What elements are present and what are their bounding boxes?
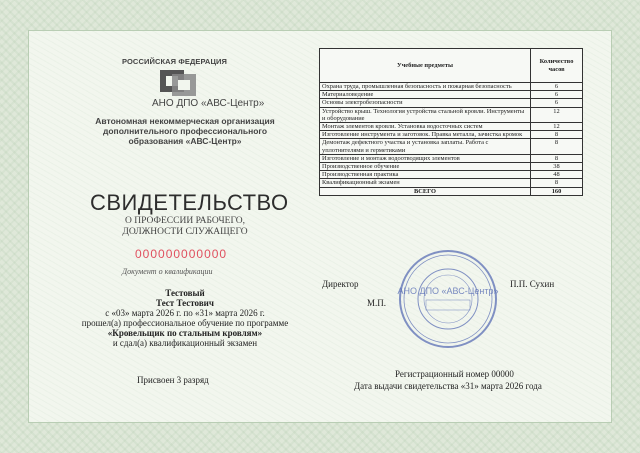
stamp-text: АНО ДПО «АВС-Центр» xyxy=(397,286,499,296)
exam-text: и сдал(а) квалификационный экзамен xyxy=(112,338,258,348)
hours-cell: 8 xyxy=(531,154,583,162)
organization-description: Автономная некоммерческая организация дополнительного профессионального образования «АВС-Центр» xyxy=(95,116,275,146)
seal-place-label: М.П. xyxy=(367,298,387,308)
subject-cell: Монтаж элементов кровли. Установка водосточных систем xyxy=(320,123,531,131)
hours-cell: 8 xyxy=(531,179,583,187)
hours-cell: 12 xyxy=(531,123,583,131)
training-dates: с «03» марта 2026 г. по «31» марта 2026 г. xyxy=(105,308,265,318)
table-row xyxy=(320,123,583,131)
subject-column-header: Учебные предметы xyxy=(320,49,531,83)
table-row xyxy=(320,107,583,122)
document-title: СВИДЕТЕЛЬСТВО xyxy=(90,190,289,215)
total-hours: 160 xyxy=(531,187,583,195)
table-row xyxy=(320,139,583,154)
hours-cell: 8 xyxy=(531,131,583,139)
subjects-table-body xyxy=(320,83,583,196)
hours-cell: 6 xyxy=(531,91,583,99)
table-row xyxy=(320,171,583,179)
rank-assigned: Присвоен 3 разряд xyxy=(137,375,209,385)
program-name: «Кровельщик по стальным кровлям» xyxy=(107,328,263,338)
subject-cell: Основы электробезопасности xyxy=(320,99,531,107)
certificate-number: 000000000000 xyxy=(135,247,228,261)
director-label: Директор xyxy=(322,279,359,289)
hours-cell: 48 xyxy=(531,171,583,179)
table-header-row xyxy=(320,49,583,83)
table-row xyxy=(320,154,583,162)
training-text: прошел(а) профессиональное обучение по программе xyxy=(81,318,289,328)
subject-cell: Изготовление и монтаж водоотводящих элементов xyxy=(320,154,531,162)
official-stamp-icon xyxy=(393,244,503,354)
organization-logo-icon xyxy=(158,68,198,98)
hours-cell: 6 xyxy=(531,83,583,91)
subject-cell: Охрана труда, промышленная безопасность и пожарная безопасность xyxy=(320,83,531,91)
subjects-table xyxy=(319,48,583,196)
hours-cell: 6 xyxy=(531,99,583,107)
holder-block xyxy=(70,288,300,348)
hours-cell: 38 xyxy=(531,163,583,171)
subject-cell: Квалификационный экзамен xyxy=(320,179,531,187)
subject-cell: Производственное обучение xyxy=(320,163,531,171)
total-label: ВСЕГО xyxy=(320,187,531,195)
federation-label: РОССИЙСКАЯ ФЕДЕРАЦИЯ xyxy=(122,57,228,66)
subject-cell: Демонтаж дефектного участка и установка заплаты. Работа с уплотнителями и герметиками xyxy=(320,139,531,154)
hours-column-header: Количество часов xyxy=(531,49,583,83)
registration-number: Регистрационный номер 00000 xyxy=(395,369,514,379)
table-row xyxy=(320,131,583,139)
document-subtitle: О ПРОФЕССИИ РАБОЧЕГО, ДОЛЖНОСТИ СЛУЖАЩЕГО xyxy=(122,216,248,237)
table-row xyxy=(320,91,583,99)
total-row xyxy=(320,187,583,195)
organization-name: АНО ДПО «АВС-Центр» xyxy=(152,98,265,109)
director-name: П.П. Сухин xyxy=(510,279,555,289)
table-row xyxy=(320,83,583,91)
hours-cell: 12 xyxy=(531,107,583,122)
subject-cell: Материаловедение xyxy=(320,91,531,99)
subject-cell: Устройство крыш. Технология устройства стальной кровли. Инструменты и оборудование xyxy=(320,107,531,122)
subject-cell: Производственная практика xyxy=(320,171,531,179)
hours-cell: 8 xyxy=(531,139,583,154)
issue-date: Дата выдачи свидетельства «31» марта 2026 года xyxy=(354,381,542,391)
table-row xyxy=(320,99,583,107)
subject-cell: Изготовление инструмента и заготовок. Правка металла, зачистка кромок xyxy=(320,131,531,139)
holder-name: Тест Тестович xyxy=(156,298,214,308)
table-row xyxy=(320,163,583,171)
holder-surname: Тестовый xyxy=(165,288,205,298)
document-type: Документ о квалификации xyxy=(122,267,213,276)
table-row xyxy=(320,179,583,187)
